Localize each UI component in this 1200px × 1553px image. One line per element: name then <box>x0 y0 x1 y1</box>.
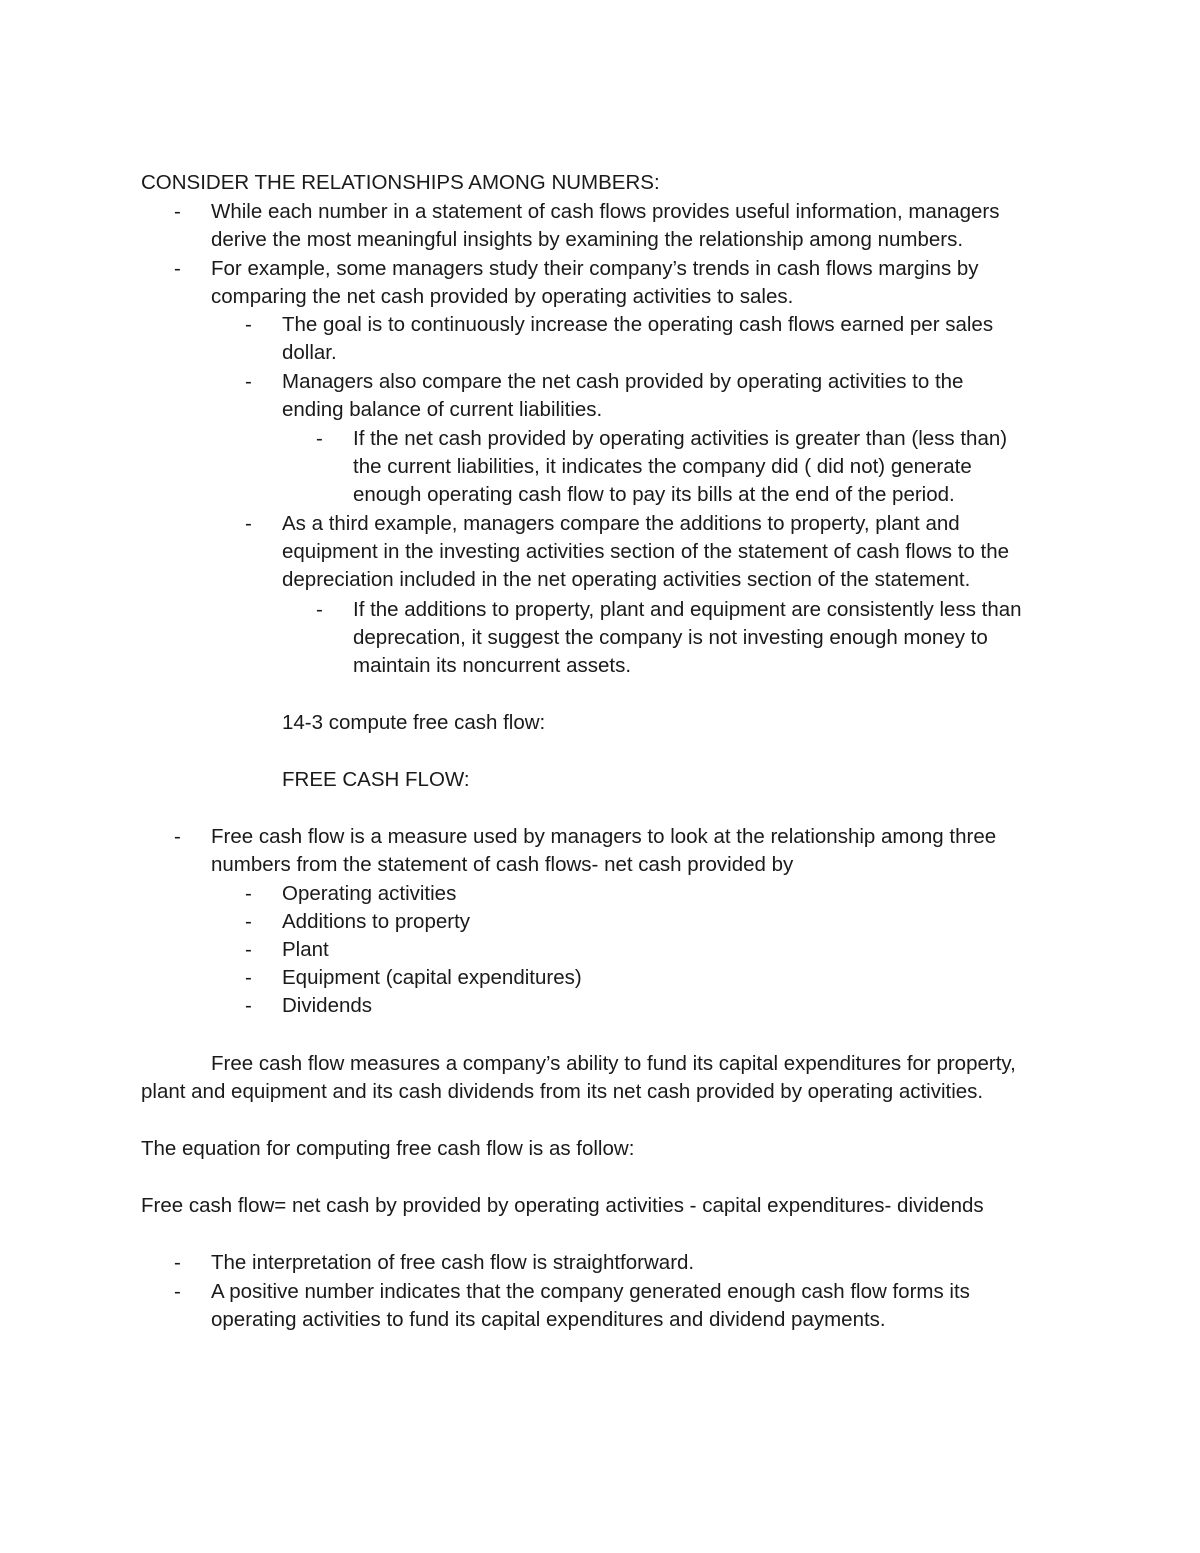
bullet-text: operating activities to fund its capital expenditures and dividend payments. <box>211 1308 886 1331</box>
bullet-text: numbers from the statement of cash flows- net cash provided by <box>211 853 794 876</box>
sub-bullet-dash: - <box>245 512 252 535</box>
paragraph-line: Free cash flow measures a company’s ability to fund its capital expenditures for property, <box>211 1052 1016 1075</box>
sub-sub-bullet-text: If the net cash provided by operating activities is greater than (less than) <box>353 427 1008 450</box>
sub-bullet-text: dollar. <box>282 341 337 364</box>
bullet-dash: - <box>174 200 181 223</box>
sub-sub-bullet-text: enough operating cash flow to pay its bills at the end of the period. <box>353 483 955 506</box>
free-cash-flow-equation: Free cash flow= net cash by provided by operating activities - capital expenditures- dividends <box>141 1194 984 1217</box>
bullet-dash: - <box>174 257 181 280</box>
list-item-operating-activities: Operating activities <box>282 882 457 905</box>
bullet-text: For example, some managers study their company’s trends in cash flows margins by <box>211 257 979 280</box>
sub-bullet-text: As a third example, managers compare the additions to property, plant and <box>282 512 960 535</box>
subheading-free-cash-flow: FREE CASH FLOW: <box>282 768 470 791</box>
paragraph-line: plant and equipment and its cash dividends from its net cash provided by operating activities. <box>141 1080 984 1103</box>
bullet-text: derive the most meaningful insights by examining the relationship among numbers. <box>211 228 964 251</box>
list-item-plant: Plant <box>282 938 329 961</box>
sub-bullet-dash: - <box>245 370 252 393</box>
subheading-compute-free-cash-flow: 14-3 compute free cash flow: <box>282 711 546 734</box>
section-heading: CONSIDER THE RELATIONSHIPS AMONG NUMBERS: <box>141 171 660 194</box>
bullet-dash: - <box>174 1280 181 1303</box>
bullet-dash: - <box>174 1251 181 1274</box>
sub-bullet-text: The goal is to continuously increase the operating cash flows earned per sales <box>282 313 994 336</box>
list-item-dividends: Dividends <box>282 994 373 1017</box>
bullet-dash: - <box>174 825 181 848</box>
sub-sub-bullet-text: deprecation, it suggest the company is not investing enough money to <box>353 626 988 649</box>
sub-bullet-dash: - <box>245 882 252 905</box>
bullet-text: comparing the net cash provided by operating activities to sales. <box>211 285 794 308</box>
bullet-text: The interpretation of free cash flow is straightforward. <box>211 1251 695 1274</box>
list-item-equipment: Equipment (capital expenditures) <box>282 966 582 989</box>
sub-bullet-dash: - <box>245 994 252 1017</box>
sub-sub-bullet-dash: - <box>316 598 323 621</box>
sub-bullet-text: equipment in the investing activities section of the statement of cash flows to the <box>282 540 1010 563</box>
sub-bullet-text: ending balance of current liabilities. <box>282 398 603 421</box>
sub-sub-bullet-dash: - <box>316 427 323 450</box>
sub-bullet-dash: - <box>245 938 252 961</box>
sub-bullet-dash: - <box>245 966 252 989</box>
sub-sub-bullet-text: the current liabilities, it indicates the company did ( did not) generate <box>353 455 972 478</box>
sub-bullet-dash: - <box>245 910 252 933</box>
sub-bullet-text: Managers also compare the net cash provided by operating activities to the <box>282 370 964 393</box>
sub-sub-bullet-text: maintain its noncurrent assets. <box>353 654 632 677</box>
list-item-additions-to-property: Additions to property <box>282 910 471 933</box>
sub-sub-bullet-text: If the additions to property, plant and equipment are consistently less than <box>353 598 1022 621</box>
sub-bullet-text: depreciation included in the net operating activities section of the statement. <box>282 568 971 591</box>
equation-intro: The equation for computing free cash flow is as follow: <box>141 1137 635 1160</box>
bullet-text: While each number in a statement of cash flows provides useful information, managers <box>211 200 1000 223</box>
sub-bullet-dash: - <box>245 313 252 336</box>
bullet-text: Free cash flow is a measure used by managers to look at the relationship among three <box>211 825 997 848</box>
bullet-text: A positive number indicates that the company generated enough cash flow forms its <box>211 1280 970 1303</box>
